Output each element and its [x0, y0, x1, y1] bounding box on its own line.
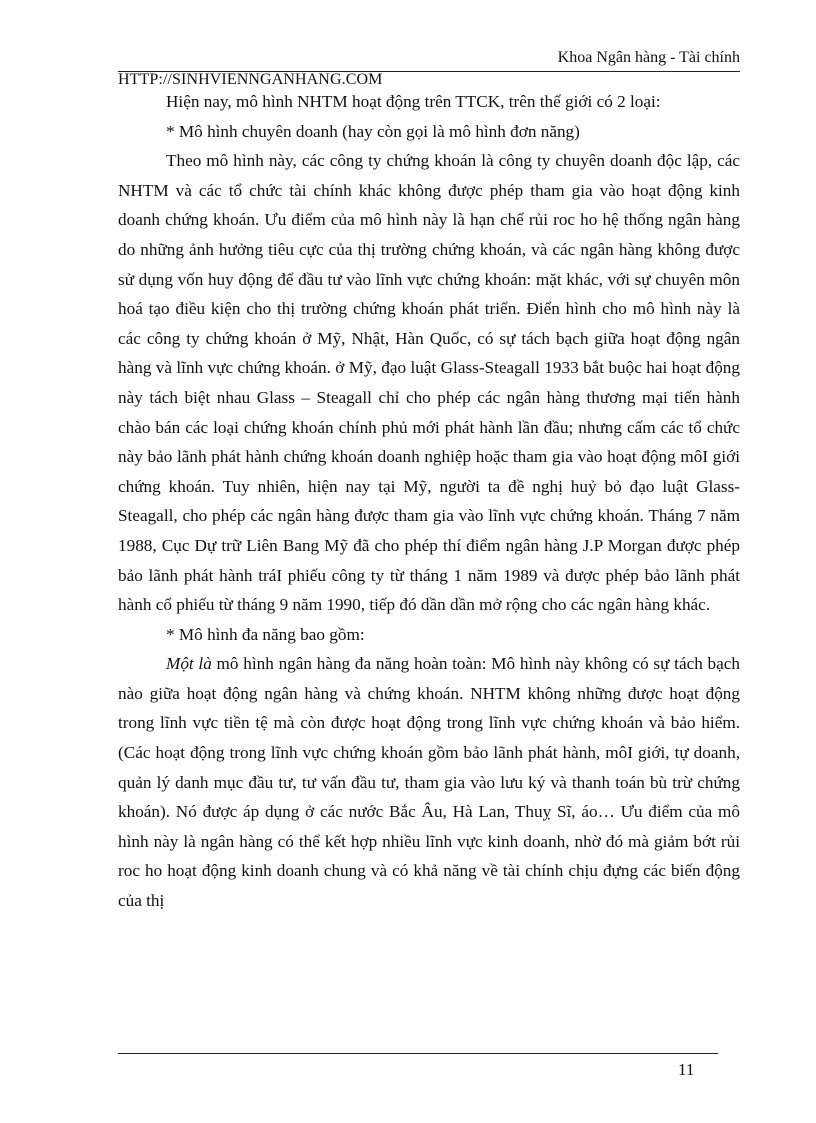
italic-lead: Một là [166, 654, 212, 674]
body-paragraph: Theo mô hình này, các công ty chứng khoán là công ty chuyên doanh độc lập, các NHTM và các tổ chức tài chính khác không được phép tham gia vào hoạt động kinh doanh chứng khoán. Ưu điểm của mô hình này là hạn chế rủi roc ho hệ thống ngân hàng do những ảnh hưởng tiêu cực của thị trường chứng khoán, và các ngân hàng không được sử dụng vốn huy động để đầu tư vào lĩnh vực chứng khoán: mặt khác, với sự chuyên môn hoá tạo điều kiện cho thị trường chứng khoán phát triển. Điển hình cho mô hình này là các công ty chứng khoán ở Mỹ, Nhật, Hàn Quốc, có sự tách bạch giữa hoạt động ngân hàng và lĩnh vực chứng khoán. ở Mỹ, đạo luật Glass-Steagall 1933 bắt buộc hai hoạt động này tách biệt nhau Glass – Steagall chỉ cho phép các ngân hàng thương mại tiến hành chào bán các loại chứng khoán chính phủ mới phát hành lần đầu; nhưng cấm các tổ chức này bảo lãnh phát hành chứng khoán doanh nghiệp hoặc tham gia vào hoạt động môI giới chứng khoán. Tuy nhiên, hiện nay tại Mỹ, người ta đề nghị huỷ bỏ đạo luật Glass-Steagall, cho phép các ngân hàng được tham gia vào lĩnh vực chứng khoán. Tháng 7 năm 1988, Cục Dự trữ Liên Bang Mỹ đã cho phép thí điểm ngân hàng J.P Morgan được phép bảo lãnh phát hành tráI phiếu công ty từ tháng 1 năm 1989 và được phép bảo lãnh phát hành cổ phiếu từ tháng 9 năm 1990, tiếp đó dần dần mở rộng cho các ngân hàng khác. [118, 151, 740, 615]
page-number: 11 [678, 1060, 695, 1079]
section-heading-universal-model: * Mô hình đa năng bao gồm: [166, 624, 365, 644]
site-url: HTTP://SINHVIENNGANHANG.COM [118, 71, 383, 88]
section-heading-specialized-model: * Mô hình chuyên doanh (hay còn gọi là mô hình đơn năng) [166, 121, 580, 141]
footer-rule [118, 1053, 718, 1054]
last-paragraph-text: mô hình ngân hàng đa năng hoàn toàn: Mô hình này không có sự tách bạch nào giữa hoạt động ngân hàng và chứng khoán. NHTM không những được hoạt động trong lĩnh vực tiền tệ mà còn được hoạt động trong lĩnh vực chứng khoán và bảo hiểm. (Các hoạt động trong lĩnh vực chứng khoán gồm bảo lãnh phát hành, môI giới, tự doanh, quản lý danh mục đầu tư, tư vấn đầu tư, tham gia vào lưu ký và thanh toán bù trừ chứng khoán). Nó được áp dụng ở các nước Bắc Âu, Hà Lan, Thuỵ Sĩ, áo… Ưu điểm của mô hình này là ngân hàng có thể kết hợp nhiều lĩnh vực kinh doanh, nhờ đó mà giảm bớt rủi roc ho hoạt động kinh doanh chung và có khả năng về tài chính chịu đựng các biến động của thị [118, 654, 741, 911]
header-title: Khoa Ngân hàng - Tài chính [557, 49, 740, 66]
page-header [118, 48, 740, 72]
intro-paragraph: Hiện nay, mô hình NHTM hoạt động trên TTCK, trên thế giới có 2 loại: [166, 92, 661, 111]
body-paragraph-last [118, 649, 740, 915]
document-body [118, 87, 740, 916]
